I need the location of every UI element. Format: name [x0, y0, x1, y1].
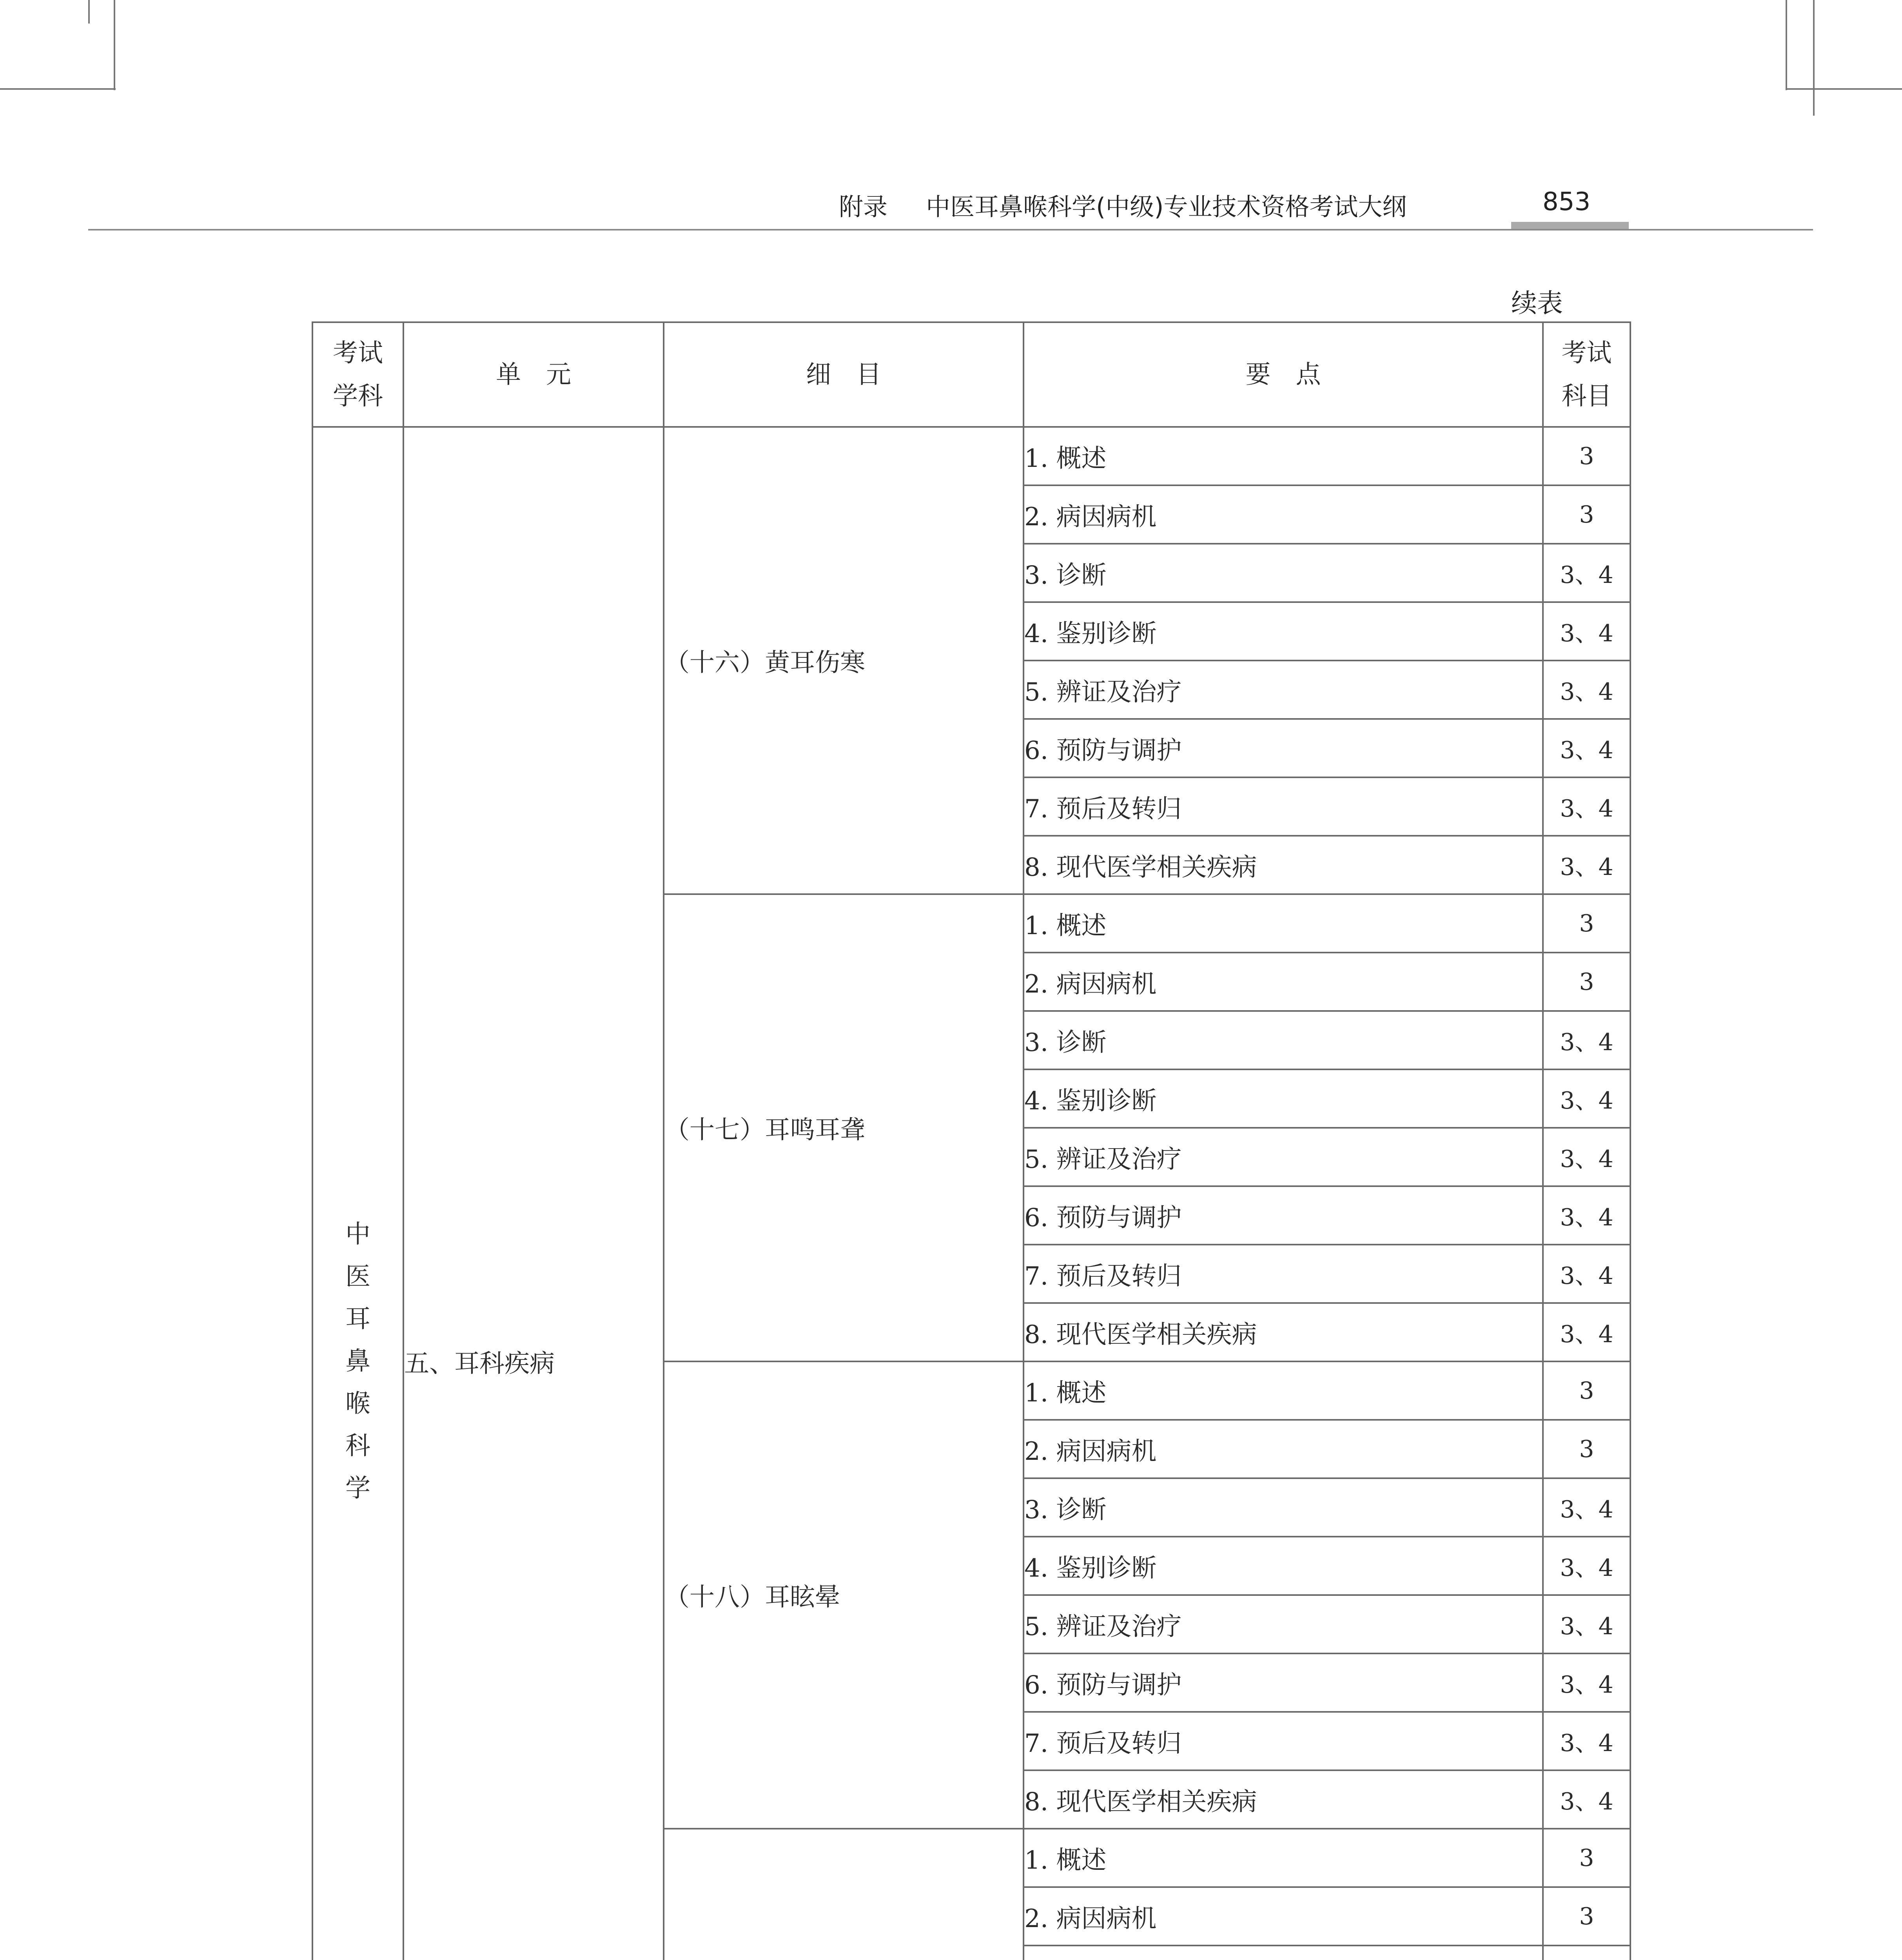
point-cell: 8. 现代医学相关疾病	[1024, 836, 1543, 894]
detail-cell: （十八）耳眩晕	[664, 1361, 1024, 1829]
exam-cell: 3、4	[1543, 777, 1630, 836]
running-title: 中医耳鼻喉科学(中级)专业技术资格考试大纲	[926, 192, 1407, 221]
unit-cell: 五、耳科疾病	[403, 427, 664, 1960]
point-cell: 7. 预后及转归	[1024, 1245, 1543, 1303]
point-cell: 2. 病因病机	[1024, 953, 1543, 1011]
subject-char: 医	[345, 1262, 370, 1291]
exam-cell: 3、4	[1543, 1186, 1630, 1245]
point-cell: 4. 鉴别诊断	[1024, 1069, 1543, 1128]
point-cell: 7. 预后及转归	[1024, 777, 1543, 836]
exam-cell: 3	[1543, 953, 1630, 1011]
subject-char: 科	[345, 1432, 370, 1461]
point-cell: 3. 诊断	[1024, 544, 1543, 602]
detail-cell: （十六）黄耳伤寒	[664, 427, 1024, 894]
point-cell: 1. 概述	[1024, 1361, 1543, 1420]
subject-cell	[312, 427, 403, 1960]
header-detail: 细 目	[664, 322, 1024, 427]
subject-char: 喉	[345, 1389, 370, 1418]
exam-cell: 3	[1543, 1829, 1630, 1887]
exam-cell: 3、4	[1543, 1011, 1630, 1069]
point-cell: 6. 预防与调护	[1024, 719, 1543, 777]
point-cell: 3. 诊断	[1024, 1478, 1543, 1537]
point-cell: 5. 辨证及治疗	[1024, 1595, 1543, 1653]
point-cell: 5. 辨证及治疗	[1024, 1128, 1543, 1186]
exam-cell: 3、4	[1543, 661, 1630, 719]
point-cell: 1. 概述	[1024, 427, 1543, 485]
point-cell: 6. 预防与调护	[1024, 1186, 1543, 1245]
header-points: 要 点	[1024, 322, 1543, 427]
exam-cell: 3、4	[1543, 1303, 1630, 1361]
exam-cell: 3、4	[1543, 1128, 1630, 1186]
point-cell: 8. 现代医学相关疾病	[1024, 1303, 1543, 1361]
running-header	[823, 187, 1568, 223]
exam-cell: 3、4	[1543, 1245, 1630, 1303]
table-header-row	[312, 322, 1630, 427]
header-subject: 考试 学科	[312, 322, 403, 427]
point-cell: 8. 现代医学相关疾病	[1024, 1770, 1543, 1829]
exam-cell: 3、4	[1543, 1712, 1630, 1770]
subject-char: 中	[345, 1220, 370, 1249]
exam-cell: 3、4	[1543, 719, 1630, 777]
continued-label: 续表	[1511, 288, 1563, 318]
exam-cell: 3、4	[1543, 1537, 1630, 1595]
detail-cell: （十七）耳鸣耳聋	[664, 894, 1024, 1361]
table-row	[312, 427, 1630, 485]
point-cell: 1. 概述	[1024, 894, 1543, 953]
point-cell: 3. 诊断	[1024, 1011, 1543, 1069]
point-cell: 2. 病因病机	[1024, 1420, 1543, 1478]
exam-cell: 3	[1543, 485, 1630, 544]
point-cell: 7. 预后及转归	[1024, 1712, 1543, 1770]
point-cell: 4. 鉴别诊断	[1024, 602, 1543, 661]
exam-cell: 3、4	[1543, 836, 1630, 894]
exam-cell: 3	[1543, 1887, 1630, 1945]
syllabus-table	[312, 321, 1631, 1960]
point-cell: 4. 鉴别诊断	[1024, 1537, 1543, 1595]
exam-cell: 3、4	[1543, 1478, 1630, 1537]
header-unit: 单 元	[403, 322, 664, 427]
header-exam: 考试 科目	[1543, 322, 1630, 427]
exam-cell: 3、4	[1543, 1770, 1630, 1829]
point-cell	[1024, 1945, 1543, 1960]
point-cell: 5. 辨证及治疗	[1024, 661, 1543, 719]
exam-cell: 3	[1543, 894, 1630, 953]
exam-cell: 3、4	[1543, 602, 1630, 661]
exam-cell: 3、4	[1543, 544, 1630, 602]
header-rule	[88, 229, 1813, 230]
exam-cell: 3、4	[1543, 1069, 1630, 1128]
subject-char: 鼻	[345, 1347, 370, 1376]
exam-cell: 3、4	[1543, 1653, 1630, 1712]
exam-cell: 3、4	[1543, 1595, 1630, 1653]
exam-cell: 3	[1543, 427, 1630, 485]
detail-cell	[664, 1829, 1024, 1960]
page-number: 853	[1543, 187, 1591, 216]
exam-cell	[1543, 1945, 1630, 1960]
appendix-label: 附录	[839, 192, 888, 221]
point-cell: 2. 病因病机	[1024, 485, 1543, 544]
subject-char: 学	[345, 1474, 370, 1503]
exam-cell: 3	[1543, 1361, 1630, 1420]
subject-char: 耳	[345, 1305, 370, 1334]
exam-cell: 3	[1543, 1420, 1630, 1478]
point-cell: 2. 病因病机	[1024, 1887, 1543, 1945]
point-cell: 6. 预防与调护	[1024, 1653, 1543, 1712]
point-cell: 1. 概述	[1024, 1829, 1543, 1887]
